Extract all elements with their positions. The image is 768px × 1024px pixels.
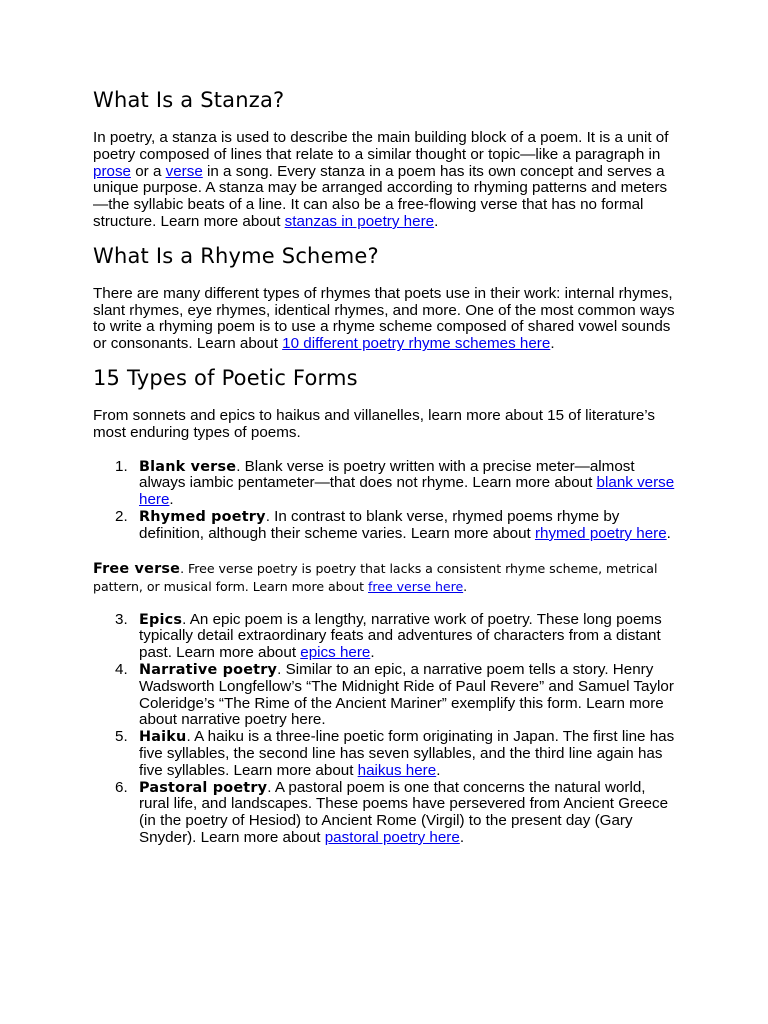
list-item bbox=[93, 780, 678, 847]
list-term: Narrative poetry bbox=[139, 661, 278, 678]
document-page bbox=[93, 86, 678, 847]
list-end: . bbox=[169, 491, 174, 509]
poetic-forms-list-a bbox=[93, 459, 678, 543]
poetic-forms-intro: From sonnets and epics to haikus and villanelles, learn more about 15 of literature’s most enduring types of poems. bbox=[93, 406, 655, 441]
list-end: . bbox=[666, 524, 671, 542]
rhyme-scheme-paragraph bbox=[93, 286, 678, 353]
rhyme-scheme-heading: What Is a Rhyme Scheme? bbox=[93, 243, 379, 268]
list-number: 3. bbox=[115, 610, 128, 628]
list-number: 2. bbox=[115, 507, 128, 525]
stanza-text-1: In poetry, a stanza is used to describe the main building block of a poem. It is a unit of poetry composed of lines that relate to a similar thought or topic—like a paragraph in bbox=[93, 129, 669, 163]
stanza-paragraph bbox=[93, 130, 678, 231]
list-term: Epics bbox=[139, 611, 183, 628]
list-number: 1. bbox=[115, 457, 128, 475]
stanzas-link[interactable]: stanzas in poetry here bbox=[284, 212, 435, 230]
stanza-text-3: in a song. Every stanza in a poem has its own concept and serves a unique purpose. A stanza may be arranged according to rhyming patterns and meters—the syllabic beats of a line. It can also be a free-flowing verse that has no formal structure. Learn more about bbox=[93, 162, 668, 230]
list-item bbox=[93, 459, 678, 509]
list-item bbox=[93, 662, 678, 729]
rhyme-text: There are many different types of rhymes that poets use in their work: internal rhymes, slant rhymes, eye rhymes, identical rhymes, and more. One of the most common ways to write a rhyming poem is to use a rhyme scheme composed of shared vowel sounds or consonants. Learn about bbox=[93, 284, 675, 353]
free-verse-end: . bbox=[463, 578, 468, 594]
verse-link[interactable]: verse bbox=[165, 162, 203, 180]
list-end: . bbox=[436, 761, 441, 779]
list-link[interactable]: epics here bbox=[300, 644, 371, 662]
free-verse-paragraph bbox=[93, 560, 678, 596]
poetic-forms-heading: 15 Types of Poetic Forms bbox=[93, 365, 358, 390]
list-end: . bbox=[459, 828, 465, 846]
list-text: . In contrast to blank verse, rhymed poems rhyme by definition, although their scheme varies. Learn more about bbox=[139, 507, 620, 542]
stanza-text-2: or a bbox=[131, 162, 166, 180]
rhyme-schemes-link[interactable]: 10 different poetry rhyme schemes here bbox=[282, 335, 551, 353]
list-item bbox=[93, 612, 678, 662]
list-number: 6. bbox=[115, 778, 128, 796]
list-term: Rhymed poetry bbox=[139, 508, 266, 525]
list-number: 4. bbox=[115, 660, 128, 678]
list-number: 5. bbox=[115, 728, 128, 746]
list-item bbox=[93, 729, 678, 779]
poetic-forms-list-b bbox=[93, 612, 678, 847]
list-text: . An epic poem is a lengthy, narrative work of poetry. These long poems typically detail extraordinary feats and adventures of characters from a distant past. Learn more about bbox=[139, 610, 662, 662]
list-link[interactable]: haikus here bbox=[357, 761, 437, 779]
list-item bbox=[93, 509, 678, 543]
list-link[interactable]: pastoral poetry here bbox=[324, 828, 460, 846]
list-text: . A pastoral poem is one that concerns the natural world, rural life, and landscapes. These poems have persevered from Ancient Greece (in the poetry of Hesiod) to Ancient Rome (Virgil) to the present day (Gary Snyder). Learn more about bbox=[139, 778, 669, 846]
list-link[interactable]: rhymed poetry here bbox=[534, 524, 667, 542]
free-verse-text: . Free verse poetry is poetry that lacks a consistent rhyme scheme, metrical pattern, or musical form. Learn more about bbox=[93, 560, 658, 594]
stanza-end: . bbox=[434, 212, 439, 230]
list-end: . bbox=[370, 644, 375, 662]
list-term: Haiku bbox=[139, 729, 187, 746]
free-verse-link[interactable]: free verse here bbox=[368, 578, 464, 594]
free-verse-term: Free verse bbox=[93, 560, 181, 577]
list-text: . Blank verse is poetry written with a precise meter—almost always iambic pentameter—that does not rhyme. Learn more about bbox=[139, 457, 635, 492]
stanza-heading: What Is a Stanza? bbox=[93, 88, 285, 112]
list-term: Pastoral poetry bbox=[139, 779, 268, 796]
list-text: . A haiku is a three-line poetic form originating in Japan. The first line has five syllables, the second line has seven syllables, and the third line again has five syllables. Learn more about bbox=[139, 728, 675, 779]
list-term: Blank verse bbox=[139, 458, 237, 475]
prose-link[interactable]: prose bbox=[93, 162, 131, 180]
list-link[interactable]: blank verse here bbox=[139, 474, 675, 509]
list-text: . Similar to an epic, a narrative poem tells a story. Henry Wadsworth Longfellow’s “The Midnight Ride of Paul Revere” and Samuel Taylor Coleridge’s “The Rime of the Ancient Mariner” exemplify this form. Learn more about narrative poetry here. bbox=[139, 660, 674, 729]
rhyme-end: . bbox=[550, 335, 555, 353]
